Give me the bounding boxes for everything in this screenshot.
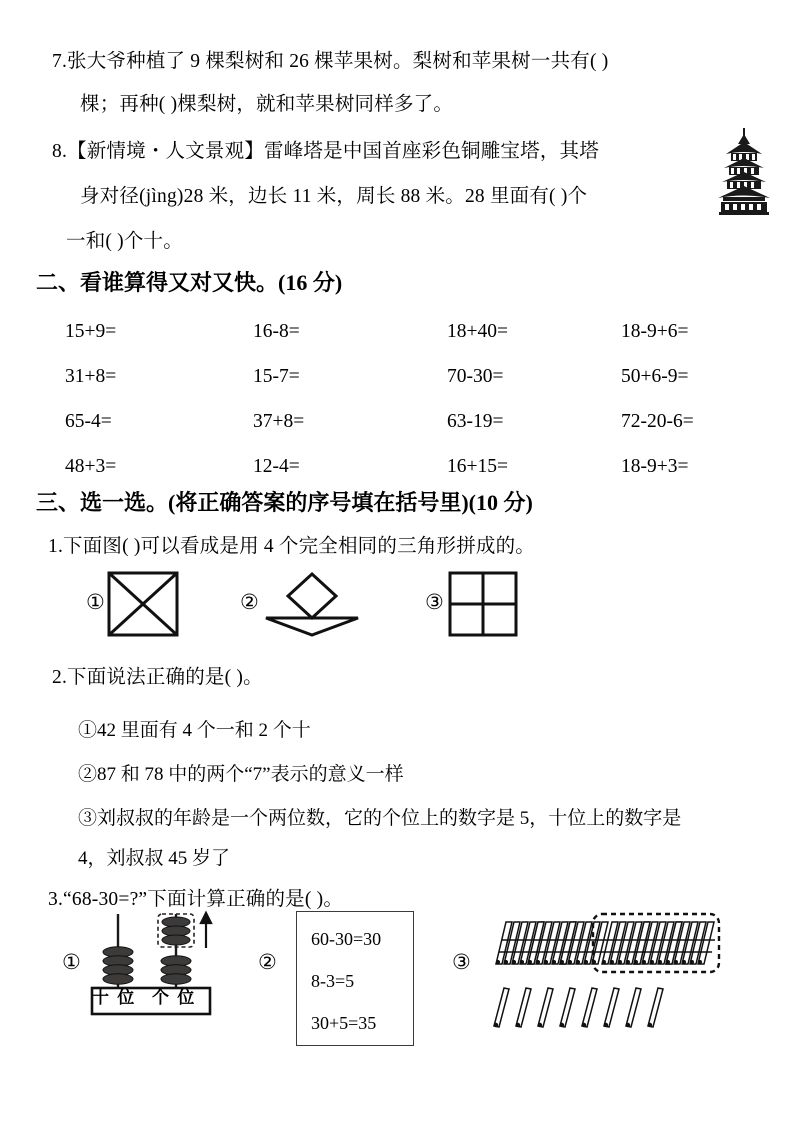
leifeng-pagoda-icon <box>712 128 776 218</box>
calc-item: 70-30= <box>447 366 504 387</box>
choice-2-option-1: ①42 里面有 4 个一和 2 个十 <box>78 720 311 741</box>
calc-item: 50+6-9= <box>621 366 689 387</box>
option-marker-1: ① <box>62 950 81 974</box>
diamond-over-triangle-figure <box>262 571 362 637</box>
choice-2-option-2: ②87 和 78 中的两个“7”表示的意义一样 <box>78 764 404 785</box>
equation-box-figure <box>296 911 414 1046</box>
equation-line: 60-30=30 <box>311 929 382 949</box>
choice-2-option-3: ③刘叔叔的年龄是一个两位数，它的个位上的数字是 5，十位上的数字是 <box>78 808 682 829</box>
calc-item: 48+3= <box>65 456 117 477</box>
question-8-line-3: 一和( )个十。 <box>66 231 183 252</box>
calc-item: 65-4= <box>65 411 112 432</box>
choice-question-1-stem: 1.下面图( )可以看成是用 4 个完全相同的三角形拼成的。 <box>48 536 535 557</box>
choice-2-option-3-cont: 4，刘叔叔 45 岁了 <box>78 848 231 869</box>
option-marker-3: ③ <box>425 590 444 614</box>
square-four-quadrants-figure <box>448 571 518 637</box>
option-marker-1: ① <box>86 590 105 614</box>
option-marker-2: ② <box>240 590 259 614</box>
calc-item: 31+8= <box>65 366 117 387</box>
counting-board-tens-label: 十 位 <box>92 988 137 1007</box>
calc-item: 15+9= <box>65 321 117 342</box>
calc-item: 15-7= <box>253 366 300 387</box>
square-with-diagonals-figure <box>107 571 179 637</box>
option-marker-3: ③ <box>452 950 471 974</box>
counting-board-ones-label: 个 位 <box>152 988 197 1007</box>
choice-section-heading: 三、选一选。(将正确答案的序号填在括号里)(10 分) <box>36 490 533 515</box>
calc-item: 16-8= <box>253 321 300 342</box>
question-7-line-1: 7.张大爷种植了 9 棵梨树和 26 棵苹果树。梨树和苹果树一共有( ) <box>52 51 609 72</box>
calc-item: 18+40= <box>447 321 508 342</box>
equation-line: 8-3=5 <box>311 971 355 991</box>
equation-line: 30+5=35 <box>311 1013 377 1033</box>
calc-item: 18-9+6= <box>621 321 689 342</box>
compute-section-heading: 二、看谁算得又对又快。(16 分) <box>36 270 343 295</box>
question-8-line-2: 身对径(jìng)28 米，边长 11 米，周长 88 米。28 里面有( )个 <box>80 186 588 207</box>
calc-item: 12-4= <box>253 456 300 477</box>
choice-question-2-stem: 2.下面说法正确的是( )。 <box>52 667 263 688</box>
choice-question-3-stem: 3.“68-30=?”下面计算正确的是( )。 <box>48 889 344 910</box>
stick-bundles-figure <box>488 908 758 1043</box>
calc-item: 72-20-6= <box>621 411 694 432</box>
calc-item: 16+15= <box>447 456 508 477</box>
question-7-line-2: 棵；再种( )棵梨树，就和苹果树同样多了。 <box>80 94 454 115</box>
calc-item: 63-19= <box>447 411 504 432</box>
option-marker-2: ② <box>258 950 277 974</box>
calc-item: 37+8= <box>253 411 305 432</box>
calc-item: 18-9+3= <box>621 456 689 477</box>
question-8-line-1: 8.【新情境・人文景观】雷峰塔是中国首座彩色铜雕宝塔，其塔 <box>52 141 599 162</box>
